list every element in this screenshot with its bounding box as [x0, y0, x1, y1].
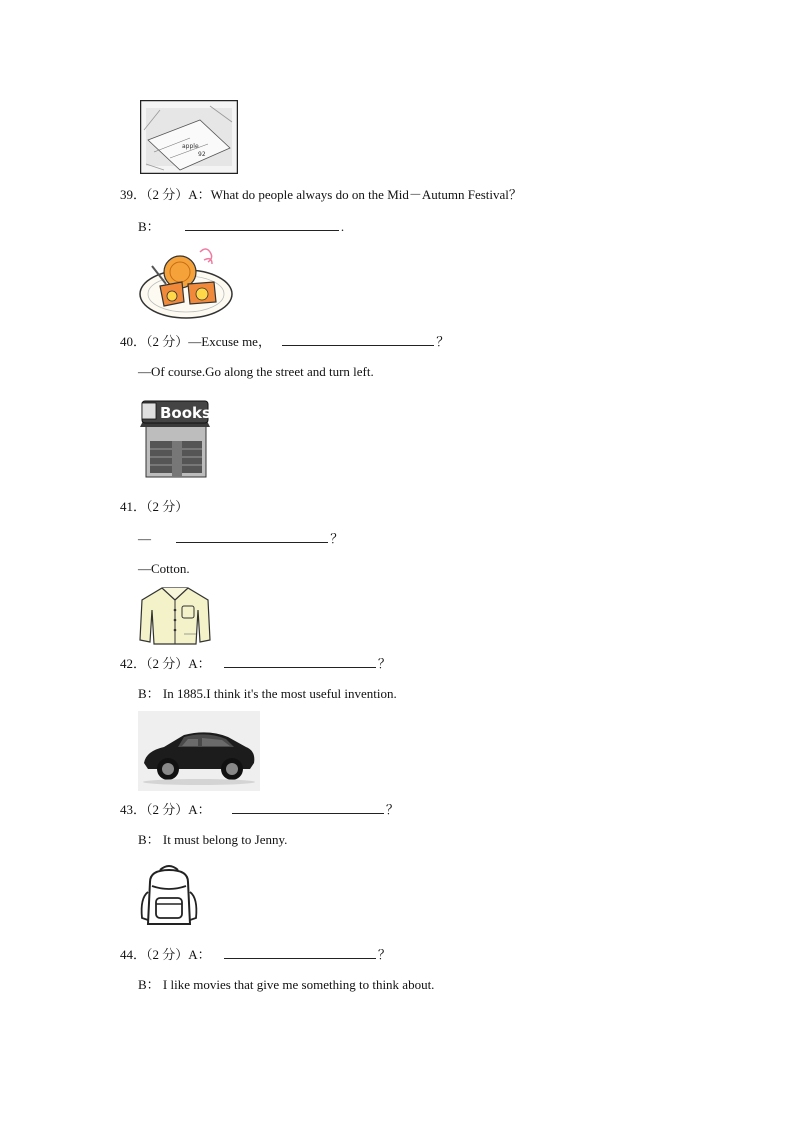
question-score: （2 分） [146, 802, 189, 817]
question-40 [120, 333, 449, 350]
question-score: （2 分） [146, 499, 189, 514]
speaker-b: B： [138, 219, 160, 234]
shirt-icon [138, 586, 212, 646]
car-icon [138, 711, 260, 791]
answer-suffix: ？ [377, 947, 391, 962]
backpack-icon [138, 862, 200, 930]
answer-blank[interactable] [282, 333, 434, 346]
bookstore-icon [138, 397, 212, 479]
answer-blank[interactable] [176, 530, 328, 543]
question-number: 44． [120, 947, 147, 962]
prompt-line-41 [138, 530, 343, 547]
reply-text: —Of course.Go along the street and turn left. [138, 364, 374, 379]
question-39 [120, 187, 522, 203]
answer-blank[interactable] [232, 801, 384, 814]
reply-text: In 1885.I think it's the most useful invention. [162, 686, 397, 701]
speaker-a: —Excuse me， [188, 334, 271, 349]
question-text: What do people always do on the Mid－Autumn Festival？ [210, 187, 522, 202]
answer-suffix: . [340, 219, 345, 234]
speaker-a: A： [188, 802, 211, 817]
question-number: 39． [120, 187, 147, 202]
question-44 [120, 946, 391, 963]
question-number: 42． [120, 656, 147, 671]
question-43 [120, 801, 399, 818]
answer-line-42 [138, 686, 397, 702]
question-score: （2 分） [146, 334, 189, 349]
reply-text: —Cotton. [138, 561, 190, 576]
reply-text: It must belong to Jenny. [162, 832, 288, 847]
speaker-a: A： [188, 947, 211, 962]
paper-notes-photo-icon [140, 100, 238, 174]
answer-line-40 [138, 364, 374, 380]
speaker-a: — [138, 531, 151, 546]
speaker-b: B： [138, 832, 160, 847]
svg-text:Books: Books [160, 404, 211, 422]
question-score: （2 分） [146, 187, 189, 202]
question-41 [120, 499, 188, 515]
mooncake-plate-icon [138, 244, 234, 320]
reply-text: I like movies that give me something to think about. [162, 977, 435, 992]
speaker-b: B： [138, 686, 160, 701]
svg-text:92: 92 [198, 151, 206, 158]
answer-blank[interactable] [224, 946, 376, 959]
answer-blank[interactable] [224, 655, 376, 668]
question-score: （2 分） [146, 656, 189, 671]
question-42 [120, 655, 391, 672]
speaker-b: B： [138, 977, 160, 992]
question-number: 41． [120, 499, 147, 514]
question-number: 40． [120, 334, 147, 349]
answer-suffix: ？ [385, 802, 399, 817]
answer-blank[interactable] [185, 218, 339, 231]
speaker-a: A： [188, 187, 211, 202]
answer-line-41 [138, 561, 190, 577]
answer-line-44 [138, 977, 434, 993]
answer-suffix: ？ [330, 531, 344, 546]
answer-line-43 [138, 832, 287, 848]
svg-text:apple: apple [182, 143, 199, 150]
speaker-a: A： [188, 656, 211, 671]
answer-suffix: ？ [436, 334, 450, 349]
answer-suffix: ？ [377, 656, 391, 671]
answer-line-39 [138, 218, 344, 235]
question-number: 43． [120, 802, 147, 817]
question-score: （2 分） [146, 947, 189, 962]
